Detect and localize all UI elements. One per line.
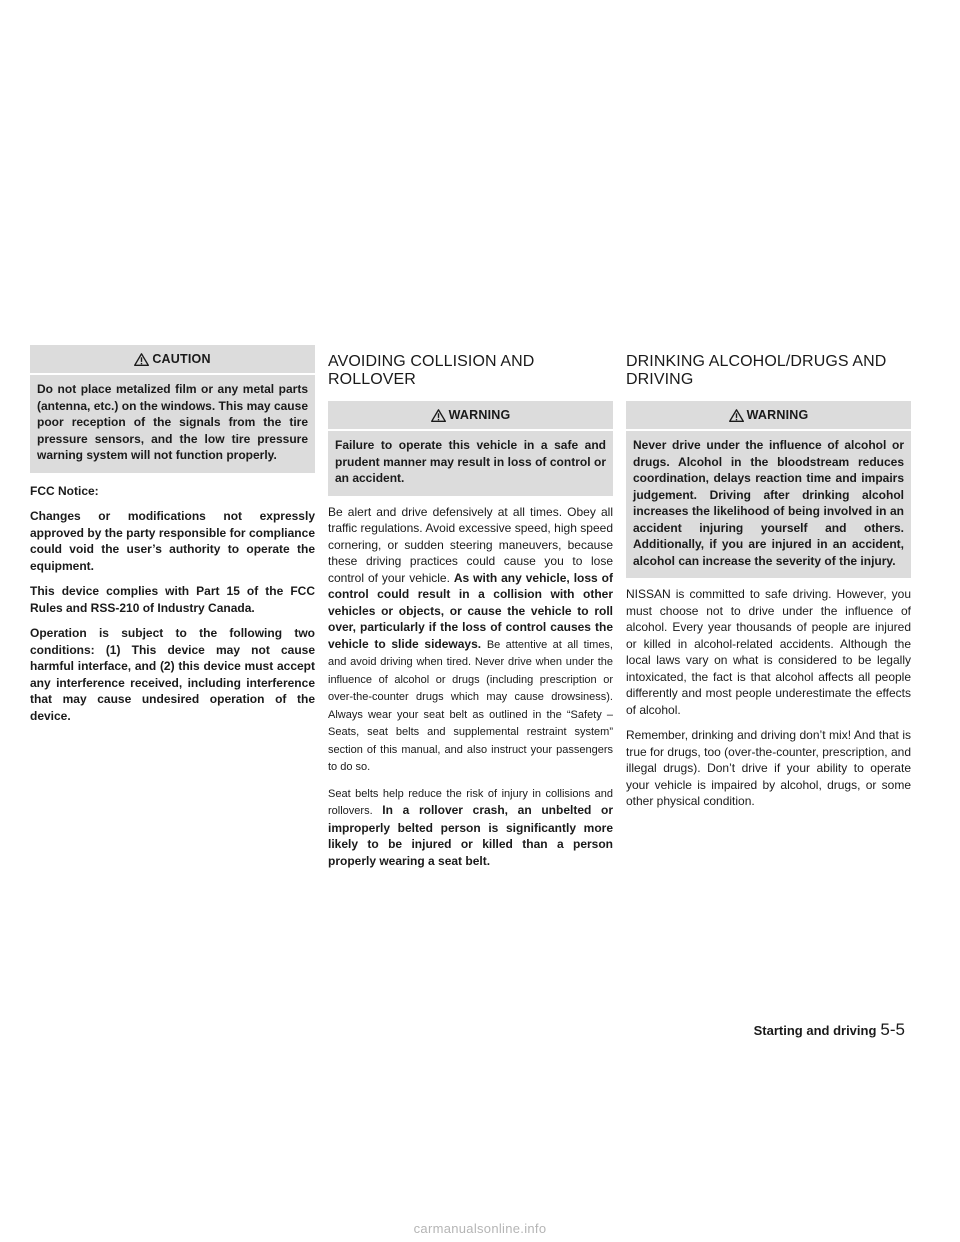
- caution-title: CAUTION: [152, 351, 211, 366]
- fcc-heading: FCC Notice:: [30, 483, 99, 498]
- page-number: 5-5: [880, 1020, 905, 1039]
- alcohol-warning-header: [633, 401, 904, 429]
- collision-p1-small: Be attentive at all times, and avoid driving when tired. Never drive when under the influence of alcohol or drugs (including prescription or over-the-counter drugs which may cause drowsiness). Always wear your seat belt as outlined in the “Safety – Seats, seat belts and supplemental restraint system” section of this manual, and also instruct your passengers to do so.: [328, 638, 613, 773]
- caution-text: Do not place metalized film or any metal parts (antenna, etc.) on the windows. This may cause poor reception of the signals from the tire pressure sensors, and the low tire pressure warning system will not function properly.: [37, 382, 308, 462]
- collision-p1-bold: As with any vehicle, loss of control could result in a collision with other vehicles or objects, or cause the vehicle to roll over, particularly if the loss of control causes the vehicle to slide sideways.: [328, 570, 614, 651]
- collision-warning-title: WARNING: [448, 407, 511, 422]
- warning-triangle-icon: [134, 353, 149, 366]
- page-footer: [754, 1020, 905, 1040]
- column-left: [30, 345, 315, 733]
- collision-warning-text: Failure to operate this vehicle in a safe and prudent manner may result in loss of control or an accident.: [335, 438, 606, 485]
- warning-triangle-icon: [729, 409, 744, 422]
- column-right: [626, 345, 911, 819]
- alcohol-warning-text: Never drive under the influence of alcohol or drugs. Alcohol in the bloodstream reduces coordination, delays reaction time and impairs judgement. Driving after drinking alcohol increases the likelihood of being involved in an accident injuring yourself and others. Additionally, if you are injured in an accident, alcohol can increase the severity of the injury.: [633, 438, 904, 568]
- collision-p2-bold: In a rollover crash, an unbelted or improperly belted person is significantly more likely to be injured or killed than a person properly wearing a seat belt.: [328, 803, 613, 868]
- caution-box: [30, 345, 315, 473]
- collision-p1-normal: Be alert and drive defensively at all times. Obey all traffic regulations. Avoid excessive speed, high speed cornering, or sudden steering maneuvers, because these driving practices could cause you to lose control of your vehicle.: [328, 504, 613, 585]
- fcc-paragraph-3: Operation is subject to the following two conditions: (1) This device may not cause harmful interface, and (2) this device must accept any interference received, including interference that may cause undesired operation of the device.: [30, 626, 315, 723]
- alcohol-paragraph-2: Remember, drinking and driving don’t mix! And that is true for drugs, too (over-the-counter, prescription, and illegal drugs). Don’t drive if your ability to operate your vehicle is impaired by alcohol, drugs, or some other physical condition.: [626, 728, 911, 808]
- collision-paragraph-2: [328, 785, 613, 870]
- alcohol-warning-title: WARNING: [746, 407, 809, 422]
- collision-p2-small: Seat belts help reduce the risk of injury in collisions and rollovers.: [328, 787, 613, 817]
- collision-warning-box: [328, 401, 613, 496]
- watermark-text: carmanualsonline.info: [413, 1221, 547, 1236]
- fcc-paragraph-2: This device complies with Part 15 of the FCC Rules and RSS-210 of Industry Canada.: [30, 584, 315, 615]
- warning-triangle-icon: [431, 409, 446, 422]
- column-middle: [328, 345, 613, 878]
- alcohol-paragraph-1: NISSAN is committed to safe driving. However, you must choose not to drive under the influence of alcohol. Every year thousands of people are injured or killed in alcohol-related accidents. Although the local laws vary on what is considered to be legally intoxicated, the fact is that alcohol affects all people differently and most people underestimate the effects of alcohol.: [626, 587, 911, 717]
- alcohol-heading: DRINKING ALCOHOL/DRUGS AND DRIVING: [626, 353, 887, 388]
- collision-warning-header: [335, 401, 606, 429]
- collision-paragraph-1: [328, 504, 613, 776]
- collision-heading: AVOIDING COLLISION AND ROLLOVER: [328, 353, 535, 388]
- section-title: Starting and driving: [753, 1023, 877, 1038]
- alcohol-warning-divider: [626, 429, 911, 431]
- fcc-paragraph-1: Changes or modifications not expressly approved by the party responsible for compliance could void the user’s authority to operate the equipment.: [30, 509, 315, 573]
- caution-header: [37, 345, 308, 373]
- caution-divider: [30, 373, 315, 375]
- alcohol-warning-box: [626, 401, 911, 578]
- collision-warning-divider: [328, 429, 613, 431]
